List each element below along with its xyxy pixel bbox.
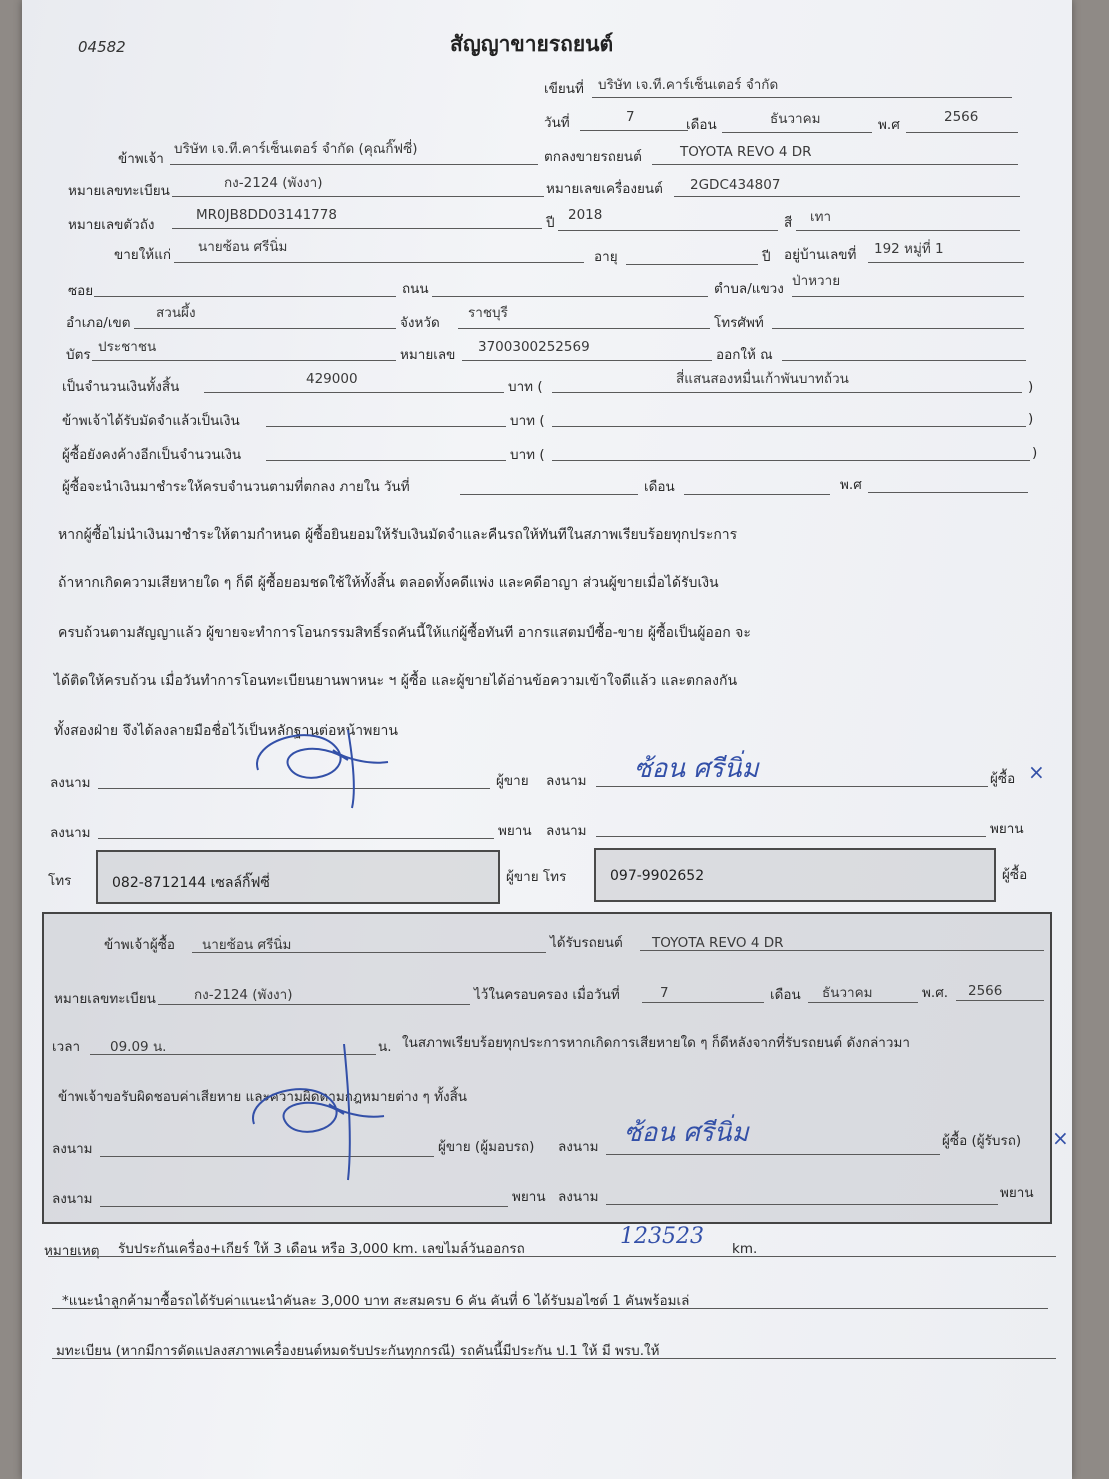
receipt-seller-signature <box>224 1044 394 1184</box>
card-label: บัตร <box>66 347 91 363</box>
phone-label: โทร <box>48 873 72 889</box>
buyer-x-mark-icon: × <box>1028 760 1045 784</box>
owed-label: ผู้ซื้อยังคงค้างอีกเป็นจำนวนเงิน <box>62 447 242 463</box>
terms-line-1: หากผู้ซื้อไม่นำเงินมาชำระให้ตามกำหนด ผู้ซื้อยินยอมให้รับเงินมัดจำและคืนรถให้ทันทีในสภาพเรียบร้อยทุกประการ <box>58 527 738 543</box>
receipt-witness2-line <box>606 1204 998 1205</box>
receipt-buyer: นายซ้อน ศรีนิ่ม <box>202 937 292 953</box>
buyer-phone: 097-9902652 <box>610 868 705 884</box>
province-line <box>458 328 710 329</box>
issued-line <box>782 360 1026 361</box>
terms-line-3: ครบถ้วนตามสัญญาแล้ว ผู้ขายจะทำการโอนกรรมสิทธิ์รถคันนี้ให้แก่ผู้ซื้อทันที อากรแสตมป์ซื้อ-ขาย ผู้ซื้อเป็นผู้ออก จะ <box>58 625 751 641</box>
seller-role-1: ผู้ขาย <box>496 773 529 789</box>
chassis-value: MR0JB8DD03141778 <box>196 207 337 223</box>
car-model-line <box>652 164 1018 165</box>
engine-value: 2GDC434807 <box>690 177 781 193</box>
model-year-value: 2018 <box>568 207 603 223</box>
seller-line <box>170 164 538 165</box>
owed-line <box>266 460 506 461</box>
date-month-line <box>722 132 872 133</box>
receipt-received-label: ได้รับรถยนต์ <box>550 935 623 951</box>
house-label: อยู่บ้านเลขที่ <box>784 247 857 263</box>
receipt-buyer-sign-label: ลงนาม <box>558 1139 599 1155</box>
age-label: อายุ <box>594 249 618 265</box>
road-line <box>432 296 708 297</box>
receipt-buyer-label: ข้าพเจ้าผู้ซื้อ <box>104 937 175 953</box>
receipt-plate-label: หมายเลขทะเบียน <box>54 991 156 1007</box>
receipt-witness1-line <box>100 1206 508 1207</box>
issued-label: ออกให้ ณ <box>716 347 773 363</box>
plate-line <box>172 196 544 197</box>
receipt-month-line <box>808 1002 918 1003</box>
buyer-label: ขายให้แก่ <box>114 247 172 263</box>
witness1-role: พยาน <box>498 823 532 839</box>
mileage-handwritten: 123523 <box>620 1224 704 1249</box>
plate-value: กง-2124 (พังงา) <box>224 175 323 191</box>
age-line <box>626 264 758 265</box>
id-label: หมายเลข <box>400 347 456 363</box>
engine-label: หมายเลขเครื่องยนต์ <box>546 181 663 197</box>
id-value: 3700300252569 <box>478 339 590 355</box>
receipt-x-mark-icon: × <box>1052 1126 1069 1150</box>
buyer-phone-role: ผู้ซื้อ <box>1002 867 1028 883</box>
model-year-label: ปี <box>546 215 555 231</box>
receipt-month: ธันวาคม <box>822 985 873 1001</box>
receipt-possess-label: ไว้ในครอบครอง เมื่อวันที่ <box>474 987 620 1003</box>
terms-line-5: ทั้งสองฝ่าย จึงได้ลงลายมือชื่อไว้เป็นหลักฐานต่อหน้าพยาน <box>54 723 398 739</box>
buyer-value: นายซ้อน ศรีนิ่ม <box>198 239 288 255</box>
date-year-line <box>906 132 1018 133</box>
deposit-label: ข้าพเจ้าได้รับมัดจำแล้วเป็นเงิน <box>62 413 240 429</box>
deposit-line <box>266 426 506 427</box>
seller-phone-role: ผู้ขาย โทร <box>506 869 567 885</box>
receipt-month-label: เดือน <box>770 987 801 1003</box>
receipt-liability-text: ข้าพเจ้าขอรับผิดชอบค่าเสียหาย และความผิดตามกฎหมายต่าง ๆ ทั้งสิ้น <box>58 1089 468 1105</box>
notes-line-2: *แนะนำลูกค้ามาซื้อรถได้รับค่าแนะนำคันละ 3,000 บาท สะสมครบ 6 คัน คันที่ 6 ได้รับมอไซต์ 1 คันพร้อมเล่ <box>62 1293 690 1309</box>
date-year: 2566 <box>944 109 979 125</box>
district-line <box>134 328 396 329</box>
card-line <box>92 360 396 361</box>
written-at-line <box>592 97 1012 98</box>
receipt-witness2-role: พยาน <box>1000 1185 1034 1201</box>
buyer-phone-box <box>594 848 996 902</box>
seller-sign-label: ลงนาม <box>50 775 91 791</box>
receipt-buyer-signature: ซ้อน ศรีนิ่ม <box>624 1118 749 1148</box>
subdistrict-value: ป่าหวาย <box>792 273 841 289</box>
buyer-sign-label: ลงนาม <box>546 773 587 789</box>
owed-close: ) <box>1032 445 1038 461</box>
terms-line-4: ได้ติดให้ครบถ้วน เมื่อวันทำการโอนทะเบียนยานพาหนะ ฯ ผู้ซื้อ และผู้ขายได้อ่านข้อความเข้าใจดีแล้ว และตกลงกัน <box>54 673 738 689</box>
age-unit: ปี <box>762 249 771 265</box>
vehicle-receipt-box <box>42 912 1069 1224</box>
written-at-value: บริษัท เจ.ที.คาร์เซ็นเตอร์ จำกัด <box>598 77 779 93</box>
receipt-time: 09.09 น. <box>110 1039 167 1055</box>
receipt-year-label: พ.ศ. <box>922 985 949 1001</box>
deposit-baht: บาท ( <box>510 413 545 429</box>
seller-signature <box>228 720 398 810</box>
province-label: จังหวัด <box>400 315 440 331</box>
seller-label: ข้าพเจ้า <box>118 151 164 167</box>
receipt-year-line <box>956 1000 1044 1001</box>
owed-baht: บาท ( <box>510 447 545 463</box>
total-value: 429000 <box>306 371 358 387</box>
date-day-label: วันที่ <box>544 115 570 131</box>
tel-line <box>772 328 1024 329</box>
total-close: ) <box>1028 379 1034 395</box>
document-number: 04582 <box>78 38 126 56</box>
district-label: อำเภอ/เขต <box>66 315 131 331</box>
mileage-unit: km. <box>732 1241 758 1257</box>
witness2-sign-label: ลงนาม <box>546 823 587 839</box>
house-value: 192 หมู่ที่ 1 <box>874 241 944 257</box>
subdistrict-label: ตำบล/แขวง <box>714 281 784 297</box>
pay-by-month-label: เดือน <box>644 479 675 495</box>
deposit-close: ) <box>1028 411 1034 427</box>
date-year-label: พ.ศ <box>878 117 900 133</box>
total-words: สี่แสนสองหมื่นเก้าพันบาทถ้วน <box>676 371 849 387</box>
document-title: สัญญาขายรถยนต์ <box>450 32 614 56</box>
id-line <box>462 360 712 361</box>
buyer-role-1: ผู้ซื้อ <box>990 771 1016 787</box>
receipt-day-line <box>642 1002 764 1003</box>
chassis-label: หมายเลขตัวถัง <box>68 217 155 233</box>
tel-label: โทรศัพท์ <box>714 315 764 331</box>
car-model-label: ตกลงขายรถยนต์ <box>544 149 642 165</box>
district-value: สวนผึ้ง <box>156 305 196 321</box>
written-at-label: เขียนที่ <box>544 81 584 97</box>
plate-label: หมายเลขทะเบียน <box>68 183 170 199</box>
pay-by-day-line <box>460 494 638 495</box>
buyer-line <box>174 262 584 263</box>
seller-phone-box <box>96 850 500 904</box>
chassis-line <box>172 228 542 229</box>
witness1-sign-label: ลงนาม <box>50 825 91 841</box>
car-model-value: TOYOTA REVO 4 DR <box>680 144 812 160</box>
date-month: ธันวาคม <box>770 111 821 127</box>
road-label: ถนน <box>402 281 429 297</box>
deposit-words-line <box>552 426 1026 427</box>
seller-value: บริษัท เจ.ที.คาร์เซ็นเตอร์ จำกัด (คุณกิ๊ฟซี่) <box>174 141 418 157</box>
notes-line-3: มทะเบียน (หากมีการดัดแปลงสภาพเครื่องยนต์หมดรับประกันทุกกรณี) รถคันนี้มีประกัน ป.1 ให้ มี พรบ.ให้ <box>56 1343 660 1359</box>
engine-line <box>674 196 1020 197</box>
contract-paper <box>22 0 1072 1479</box>
receipt-buyer-sign-line <box>606 1154 940 1155</box>
total-baht: บาท ( <box>508 379 543 395</box>
witness2-sign-line <box>596 836 986 837</box>
receipt-witness1-role: พยาน <box>512 1189 546 1205</box>
receipt-seller-sign-label: ลงนาม <box>52 1141 93 1157</box>
model-year-line <box>558 230 778 231</box>
receipt-buyer-role: ผู้ซื้อ (ผู้รับรถ) <box>942 1133 1022 1149</box>
date-month-label: เดือน <box>686 117 717 133</box>
seller-phone: 082-8712144 เซลล์กิ๊ฟซี่ <box>112 875 270 891</box>
receipt-plate: กง-2124 (พังงา) <box>194 987 293 1003</box>
receipt-witness1-label: ลงนาม <box>52 1191 93 1207</box>
date-day: 7 <box>626 109 635 125</box>
receipt-condition-text: ในสภาพเรียบร้อยทุกประการหากเกิดการเสียหายใด ๆ ก็ดีหลังจากที่รับรถยนต์ ดังกล่าวมา <box>402 1035 910 1051</box>
house-line <box>868 262 1024 263</box>
receipt-time-label: เวลา <box>52 1039 81 1055</box>
subdistrict-line <box>792 296 1024 297</box>
receipt-car: TOYOTA REVO 4 DR <box>652 935 784 951</box>
total-words-line <box>552 392 1022 393</box>
receipt-witness2-label: ลงนาม <box>558 1189 599 1205</box>
receipt-year: 2566 <box>968 983 1003 999</box>
card-value: ประชาชน <box>98 339 157 355</box>
receipt-plate-line <box>158 1004 470 1005</box>
soi-line <box>94 296 396 297</box>
soi-label: ซอย <box>68 283 94 299</box>
notes-label: หมายเหตุ <box>44 1243 100 1259</box>
total-line <box>204 392 504 393</box>
pay-by-year-label: พ.ศ <box>840 477 862 493</box>
receipt-seller-role: ผู้ขาย (ผู้มอบรถ) <box>438 1139 535 1155</box>
owed-words-line <box>552 460 1030 461</box>
notes-line-1: รับประกันเครื่อง+เกียร์ ให้ 3 เดือน หรือ 3,000 km. เลขไมล์วันออกรถ <box>118 1241 525 1257</box>
pay-by-label: ผู้ซื้อจะนำเงินมาชำระให้ครบจำนวนตามที่ตกลง ภายใน วันที่ <box>62 479 410 495</box>
province-value: ราชบุรี <box>468 305 508 321</box>
pay-by-year-line <box>868 492 1028 493</box>
color-label: สี <box>784 215 793 231</box>
witness1-sign-line <box>98 838 494 839</box>
total-label: เป็นจำนวนเงินทั้งสิ้น <box>62 379 180 395</box>
color-value: เทา <box>810 209 832 225</box>
date-day-line <box>580 130 688 131</box>
pay-by-month-line <box>684 494 830 495</box>
witness2-role: พยาน <box>990 821 1024 837</box>
terms-line-2: ถ้าหากเกิดความเสียหายใด ๆ ก็ดี ผู้ซื้อยอมชดใช้ให้ทั้งสิ้น ตลอดทั้งคดีแพ่ง และคดีอาญา ส่วนผู้ขายเมื่อได้รับเงิน <box>58 575 719 591</box>
color-line <box>796 230 1020 231</box>
buyer-signature: ซ้อน ศรีนิ่ม <box>634 754 759 784</box>
receipt-time-unit: น. <box>378 1039 392 1055</box>
receipt-day: 7 <box>660 985 669 1001</box>
